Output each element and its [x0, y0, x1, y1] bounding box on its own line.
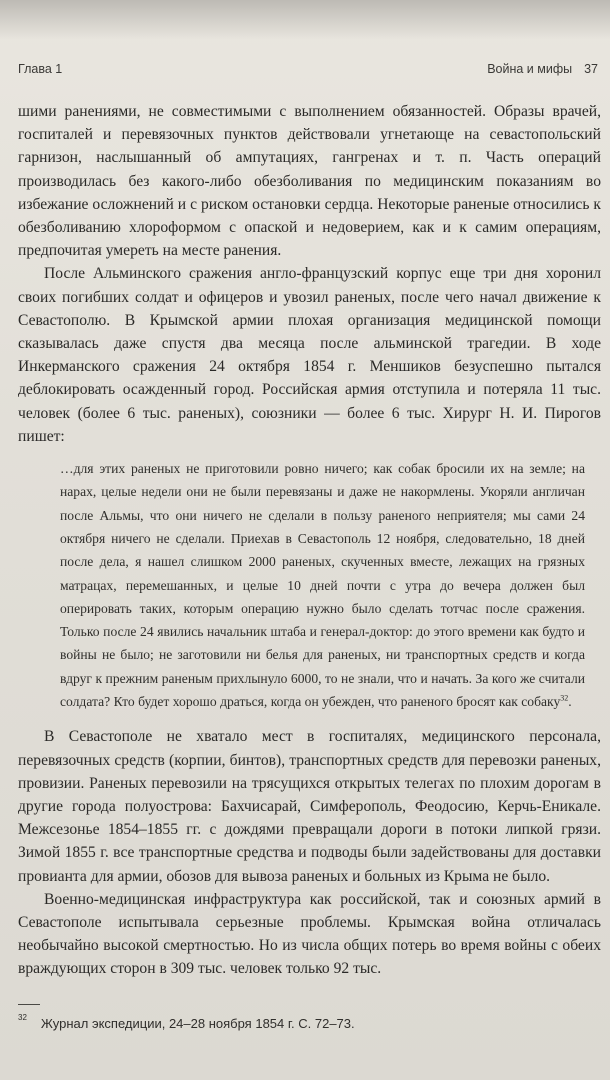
- footnote-divider: [18, 1004, 40, 1005]
- block-quote: [60, 457, 585, 713]
- running-title: Война и мифы: [487, 62, 573, 76]
- footnote-reference: 32: [560, 693, 569, 703]
- paragraph: шими ранениями, не совместимыми с выполнением обязанностей. Образы врачей, госпиталей и перевязочных пунктов действовали угнетающе на севастопольский гарнизон, наслышанный об ампутациях, гангренах и т. п. Часть операций производилась без какого-либо обезболивания по медицинским показаниям во избежание осложнений и с риском остановки сердца. Некоторые раненые относились к обезболиванию хлороформом с опаской и недоверием, как и к самим операциям, предпочитая умереть на месте ранения.: [18, 103, 601, 260]
- main-text: [18, 100, 601, 981]
- quote-text: …для этих раненых не приготовили ровно ничего; как собак бросили их на земле; на нарах, целые недели они не были перевязаны и даже не накормлены. Укоряли англичан после Альмы, что они ничего не сделали в пользу раненого неприятеля; мы сами 24 октября ничего не сделали. Приехав в Севастополь 12 ноября, следовательно, 18 дней после дела, я нашел слишком 2000 раненых, скученных вместе, лежащих на грязных матрацах, перемешанных, и целые 10 дней почти с утра до вечера должен был оперировать таких, которым операцию нужно было сделать тотчас после сражения. Только после 24 явились начальник штаба и генерал-доктор: до этого времени как будто и войны не было; не заготовили ни белья для раненых, ни транспортных средств и когда вдруг к прежним раненым прихлынуло 6000, то не знали, что и начать. За кого же считали солдата? Кто будет хорошо драться, когда он убежден, что раненого бросят как собаку: [60, 461, 585, 710]
- page-shadow: [0, 0, 610, 40]
- chapter-label: Глава 1: [18, 62, 63, 76]
- paragraph: В Севастополе не хватало мест в госпиталях, медицинского персонала, перевязочных средств (корпии, бинтов), транспортных средств для перевозки раненых, провизии. Раненых перевозили на трясущихся открытых телегах по плохим дорогам в другие города полуострова: Бахчисарай, Симферополь, Феодосию, Керчь-Еникале. Межсезонье 1854–1855 гг. с дождями превращали дороги в потоки липкой грязи. Зимой 1855 г. все транспортные средства и подводы были задействованы для доставки провианта для армии, обозов для вывоза раненых и больных из Крыма не было.: [18, 728, 601, 885]
- paragraph: После Альминского сражения англо-французский корпус еще три дня хоронил своих погибших солдат и офицеров и увозил раненых, после чего начал движение к Севастополю. В Крымской армии плохая организация медицинской помощи сказывалась даже спустя два месяца после альминской трагедии. В ходе Инкерманского сражения 24 октября 1854 г. Меншиков безуспешно пытался деблокировать осажденный город. Российская армия отступила и потеряла 11 тыс. человек (более 6 тыс. раненых), союзники — более 6 тыс. Хирург Н. И. Пирогов пишет:: [18, 265, 601, 445]
- running-header: [18, 62, 598, 82]
- footnote-number: 32: [18, 1013, 27, 1022]
- header-right: [487, 62, 598, 76]
- page-number: 37: [584, 62, 598, 76]
- paragraph: Военно-медицинская инфраструктура как российской, так и союзных армий в Севастополе испытывала серьезные проблемы. Крымская война отличалась необычайно высокой смертностью. Но из числа общих потерь во время войны с обеих враждующих сторон в 309 тыс. человек только 92 тыс.: [18, 890, 601, 978]
- quote-end: .: [568, 694, 572, 710]
- footnote-text: Журнал экспедиции, 24–28 ноября 1854 г. С. 72–73.: [40, 1016, 355, 1031]
- footnote: [18, 1013, 355, 1031]
